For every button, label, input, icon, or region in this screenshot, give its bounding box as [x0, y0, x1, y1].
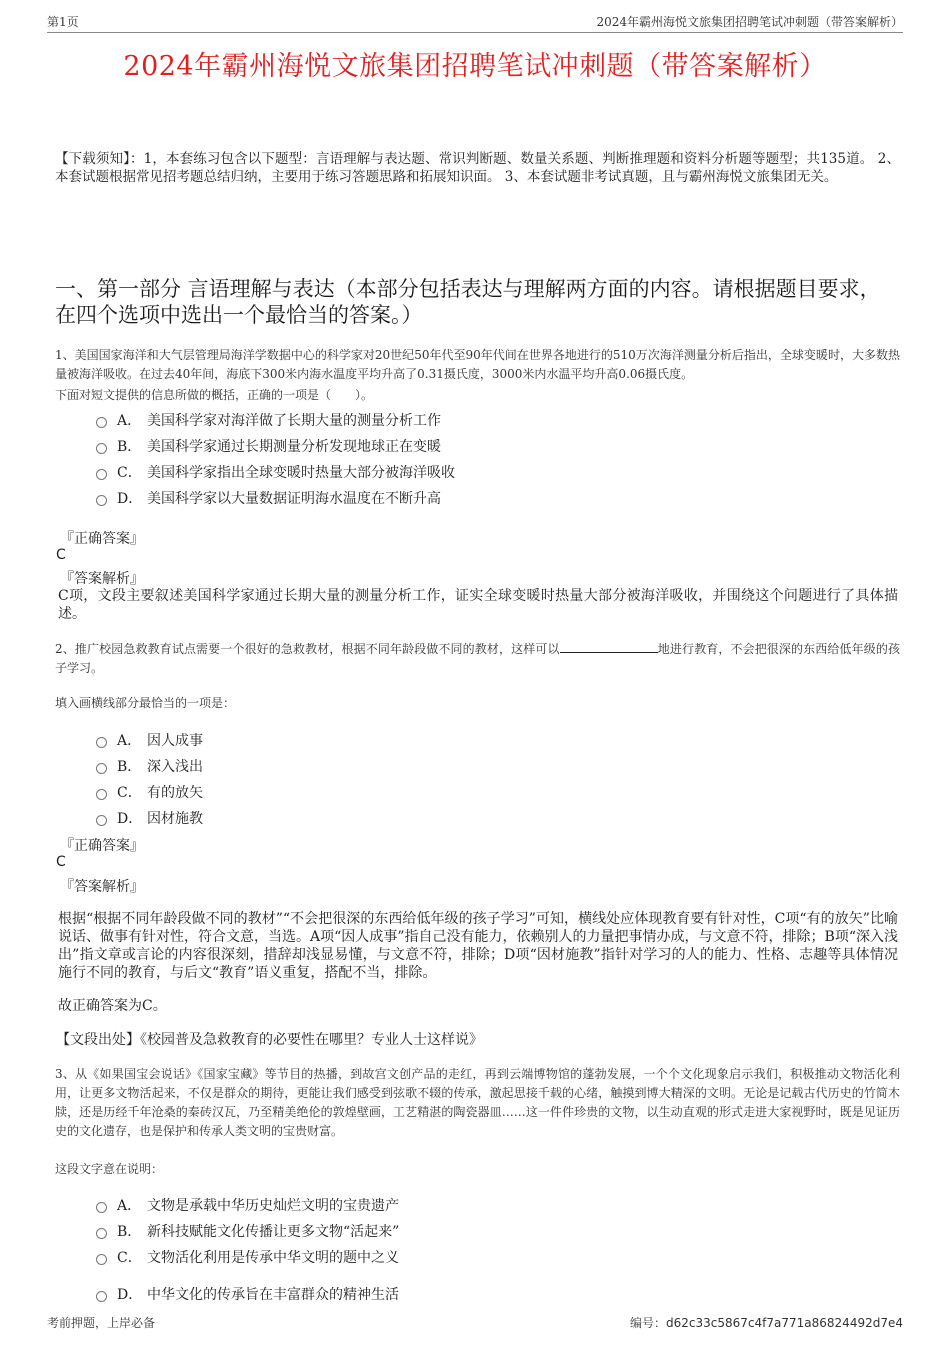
question-2-option-b[interactable]: B． 深入浅出: [96, 756, 203, 776]
fill-blank: [560, 642, 658, 653]
correct-answer-label: 『正确答案』: [60, 838, 144, 854]
question-1-analysis: C项，文段主要叙述美国科学家通过长期大量的测量分析工作，证实全球变暖时热量大部分被海洋吸收，并围绕这个问题进行了具体描述。: [58, 588, 898, 622]
analysis-label: 『答案解析』: [60, 879, 144, 895]
question-1-option-c[interactable]: C． 美国科学家指出全球变暖时热量大部分被海洋吸收: [96, 462, 455, 482]
question-1-option-d[interactable]: D． 美国科学家以大量数据证明海水温度在不断升高: [96, 488, 441, 508]
question-2-answer: C: [56, 854, 66, 870]
header-divider: [47, 32, 903, 33]
question-2-option-d[interactable]: D． 因材施教: [96, 808, 203, 828]
question-2-analysis: 根据“根据不同年龄段做不同的教材”“不会把很深的东西给低年级的孩子学习”可知，横线处应体现教育要有针对性，C项“有的放矢”比喻说话、做事有针对性，符合文意，当选。A项“因人成事”指自己没有能力，依赖别人的力量把事情办成，与文意不符，排除；B项“深入浅出”指文章或言论的内容很深刻，措辞却浅显易懂，与文意不符，排除；D项“因材施教”指针对学习的人的能力、性格、志趣等具体情况施行不同的教育，与后文“教育”语义重复，搭配不当，排除。: [58, 911, 898, 981]
question-1-prompt: 下面对短文提供的信息所做的概括，正确的一项是（ ）。: [55, 388, 374, 402]
radio-icon[interactable]: [96, 1228, 107, 1239]
radio-icon[interactable]: [96, 815, 107, 826]
download-notice: 【下载须知】：1，本套练习包含以下题型：言语理解与表达题、常识判断题、数量关系题、判断推理题和资料分析题等题型；共135道。 2、本套试题根据常见招考题总结归纳，主要用于练习答题思路和拓展知识面。 3、本套试题非考试真题，且与霸州海悦文旅集团无关。: [55, 151, 900, 185]
question-3-option-a[interactable]: A． 文物是承载中华历史灿烂文明的宝贵遗产: [96, 1195, 399, 1215]
question-1-answer: C: [56, 547, 66, 563]
footer-slogan: 考前押题，上岸必备: [47, 1316, 156, 1330]
question-1-option-b[interactable]: B． 美国科学家通过长期测量分析发现地球正在变暖: [96, 436, 441, 456]
question-2-conclusion: 故正确答案为C。: [58, 998, 167, 1014]
question-2-option-c[interactable]: C． 有的放矢: [96, 782, 203, 802]
radio-icon[interactable]: [96, 469, 107, 480]
question-2-option-a[interactable]: A． 因人成事: [96, 730, 203, 750]
page-number: 第1页: [47, 15, 79, 29]
radio-icon[interactable]: [96, 763, 107, 774]
radio-icon[interactable]: [96, 1202, 107, 1213]
correct-answer-label: 『正确答案』: [60, 531, 144, 547]
radio-icon[interactable]: [96, 1254, 107, 1265]
radio-icon[interactable]: [96, 789, 107, 800]
section-heading: 一、第一部分 言语理解与表达（本部分包括表达与理解两方面的内容。请根据题目要求，在四个选项中选出一个最恰当的答案。）: [55, 277, 881, 327]
question-2-source: 【文段出处】《校园普及急救教育的必要性在哪里？专业人士这样说》: [56, 1032, 483, 1048]
question-1-option-a[interactable]: A． 美国科学家对海洋做了长期大量的测量分析工作: [96, 410, 441, 430]
radio-icon[interactable]: [96, 443, 107, 454]
footer-code: 编号：d62c33c5867c4f7a771a86824492d7e4: [630, 1316, 903, 1330]
question-3-prompt: 这段文字意在说明：: [55, 1162, 164, 1176]
question-3-stem: 3、从《如果国宝会说话》《国家宝藏》等节目的热播，到故宫文创产品的走红，再到云端博物馆的蓬勃发展，一个个文化现象启示我们，积极推动文物活化利用，让更多文物活起来，不仅是群众的期待，更能让我们感受到弦歌不辍的传承，激起思接千载的心绪，触摸到博大精深的文明。无论是记载古代历史的竹简木牍，还是历经千年沧桑的秦砖汉瓦，乃至精美绝伦的敦煌壁画，工艺精湛的陶瓷器皿……这一件件珍贵的文物，以生动直观的形式走进大家视野时，既是见证历史的文化遗存，也是保护和传承人类文明的宝贵财富。: [55, 1067, 900, 1138]
document-title: 2024年霸州海悦文旅集团招聘笔试冲刺题（带答案解析）: [123, 51, 827, 82]
question-2-prompt: 填入画横线部分最恰当的一项是：: [55, 696, 236, 710]
running-title: 2024年霸州海悦文旅集团招聘笔试冲刺题（带答案解析）: [596, 15, 903, 29]
question-1-stem: 1、美国国家海洋和大气层管理局海洋学数据中心的科学家对20世纪50年代至90年代间在世界各地进行的510万次海洋测量分析后指出，全球变暖时，大多数热量被海洋吸收。在过去40年间，海底下300米内海水温度平均升高了0.31摄氏度，3000米内水温平均升高0.06摄氏度。: [55, 348, 900, 381]
radio-icon[interactable]: [96, 495, 107, 506]
question-3-option-b[interactable]: B． 新科技赋能文化传播让更多文物“活起来”: [96, 1221, 399, 1241]
question-3-option-c[interactable]: C． 文物活化利用是传承中华文明的题中之义: [96, 1247, 399, 1267]
radio-icon[interactable]: [96, 417, 107, 428]
question-3-option-d[interactable]: D． 中华文化的传承旨在丰富群众的精神生活: [96, 1284, 399, 1304]
radio-icon[interactable]: [96, 1291, 107, 1302]
radio-icon[interactable]: [96, 737, 107, 748]
analysis-label: 『答案解析』: [60, 571, 144, 587]
question-2-stem: 2、推广校园急救教育试点需要一个很好的急救教材，根据不同年龄段做不同的教材，这样可以 地进行教育，不会把很深的东西给低年级的孩子学习。: [55, 642, 900, 675]
